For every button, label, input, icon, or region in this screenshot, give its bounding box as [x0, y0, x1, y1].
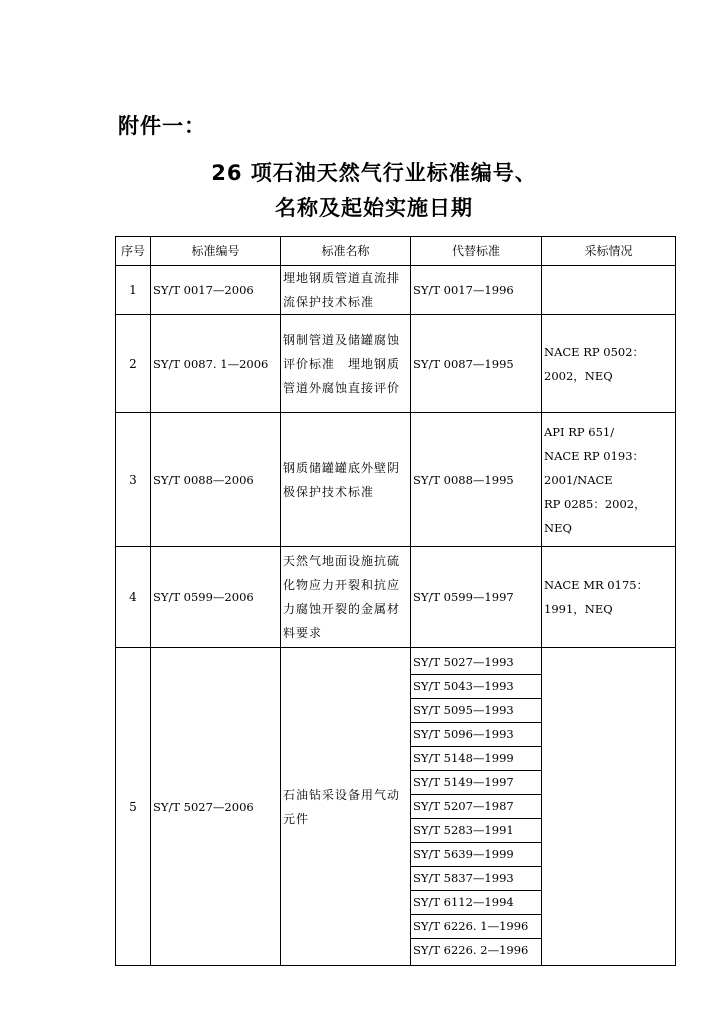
row-serial-no: 5 [116, 648, 151, 966]
header-standard-name: 标准名称 [281, 237, 411, 266]
standards-table [115, 236, 676, 966]
replaced-standard-item: SY/T 0599—1997 [413, 590, 514, 604]
row-standard-number: SY/T 0599—2006 [151, 547, 281, 648]
table-row [116, 315, 676, 413]
attachment-label: 附件一： [118, 114, 206, 138]
row-replaced-standard [411, 266, 542, 315]
adoption-line: 1991，NEQ [544, 602, 613, 616]
row-replaced-standard [411, 547, 542, 648]
replaced-standard-item: SY/T 5837—1993 [411, 867, 541, 891]
row-standard-name: 钢质储罐罐底外壁阴极保护技术标准 [281, 413, 411, 547]
replaced-standard-item: SY/T 0088—1995 [413, 472, 514, 487]
adoption-line: NACE RP 0502： [544, 344, 645, 359]
replaced-standard-item: SY/T 5207—1987 [411, 795, 541, 819]
table-header-row [116, 237, 676, 266]
row-replaced-standard [411, 413, 542, 547]
adoption-line: 2002，NEQ [544, 368, 613, 383]
replaced-standard-item: SY/T 5639—1999 [411, 843, 541, 867]
replaced-standard-item: SY/T 5283—1991 [411, 819, 541, 843]
adoption-line: NEQ [544, 520, 572, 535]
header-adoption-status: 采标情况 [542, 237, 676, 266]
table-row [116, 648, 676, 966]
table-row [116, 413, 676, 547]
row-standard-name: 石油钻采设备用气动元件 [281, 648, 411, 966]
replaced-standard-item: SY/T 5043—1993 [411, 675, 541, 699]
row-standard-number: SY/T 0087. 1—2006 [151, 315, 281, 413]
replaced-standard-item: SY/T 6112—1994 [411, 891, 541, 915]
replaced-standard-item: SY/T 5148—1999 [411, 747, 541, 771]
replaced-standard-item: SY/T 5027—1993 [411, 651, 541, 675]
row-standard-number: SY/T 0017—2006 [151, 266, 281, 315]
document-title-line-1: 26 项石油天然气行业标准编号、 [211, 161, 537, 185]
replaced-standard-item: SY/T 6226. 2—1996 [413, 943, 529, 957]
table-row [116, 547, 676, 648]
adoption-line: NACE MR 0175： [544, 578, 649, 592]
replaced-standard-item: SY/T 5096—1993 [411, 723, 541, 747]
row-adoption-status [542, 547, 676, 648]
adoption-line: 2001/NACE [544, 472, 613, 487]
adoption-line: NACE RP 0193： [544, 448, 645, 463]
replaced-standard-item: SY/T 0087—1995 [413, 356, 514, 371]
table-row [116, 266, 676, 315]
header-replaced-standard: 代替标准 [411, 237, 542, 266]
header-serial-no: 序号 [116, 237, 151, 266]
document-title-line-2: 名称及起始实施日期 [275, 196, 473, 220]
row-standard-number: SY/T 0088—2006 [151, 413, 281, 547]
adoption-line: API RP 651/ [544, 424, 615, 439]
row-serial-no: 4 [116, 547, 151, 648]
row-standard-number: SY/T 5027—2006 [151, 648, 281, 966]
replaced-standard-item: SY/T 0017—1996 [413, 283, 514, 297]
row-adoption-status [542, 266, 676, 315]
row-standard-name: 天然气地面设施抗硫化物应力开裂和抗应力腐蚀开裂的金属材料要求 [281, 547, 411, 648]
row-replaced-standard [411, 648, 542, 966]
replaced-standard-item: SY/T 6226. 1—1996 [411, 915, 541, 939]
row-standard-name: 钢制管道及储罐腐蚀评价标准 埋地钢质管道外腐蚀直接评价 [281, 315, 411, 413]
row-adoption-status [542, 648, 676, 966]
row-serial-no: 1 [116, 266, 151, 315]
row-adoption-status [542, 413, 676, 547]
replaced-standard-item: SY/T 5095—1993 [411, 699, 541, 723]
row-serial-no: 2 [116, 315, 151, 413]
adoption-line: RP 0285：2002， [544, 496, 646, 511]
row-replaced-standard [411, 315, 542, 413]
row-standard-name: 埋地钢质管道直流排流保护技术标准 [281, 266, 411, 315]
row-serial-no: 3 [116, 413, 151, 547]
row-adoption-status [542, 315, 676, 413]
header-standard-number: 标准编号 [151, 237, 281, 266]
replaced-standard-item: SY/T 5149—1997 [411, 771, 541, 795]
